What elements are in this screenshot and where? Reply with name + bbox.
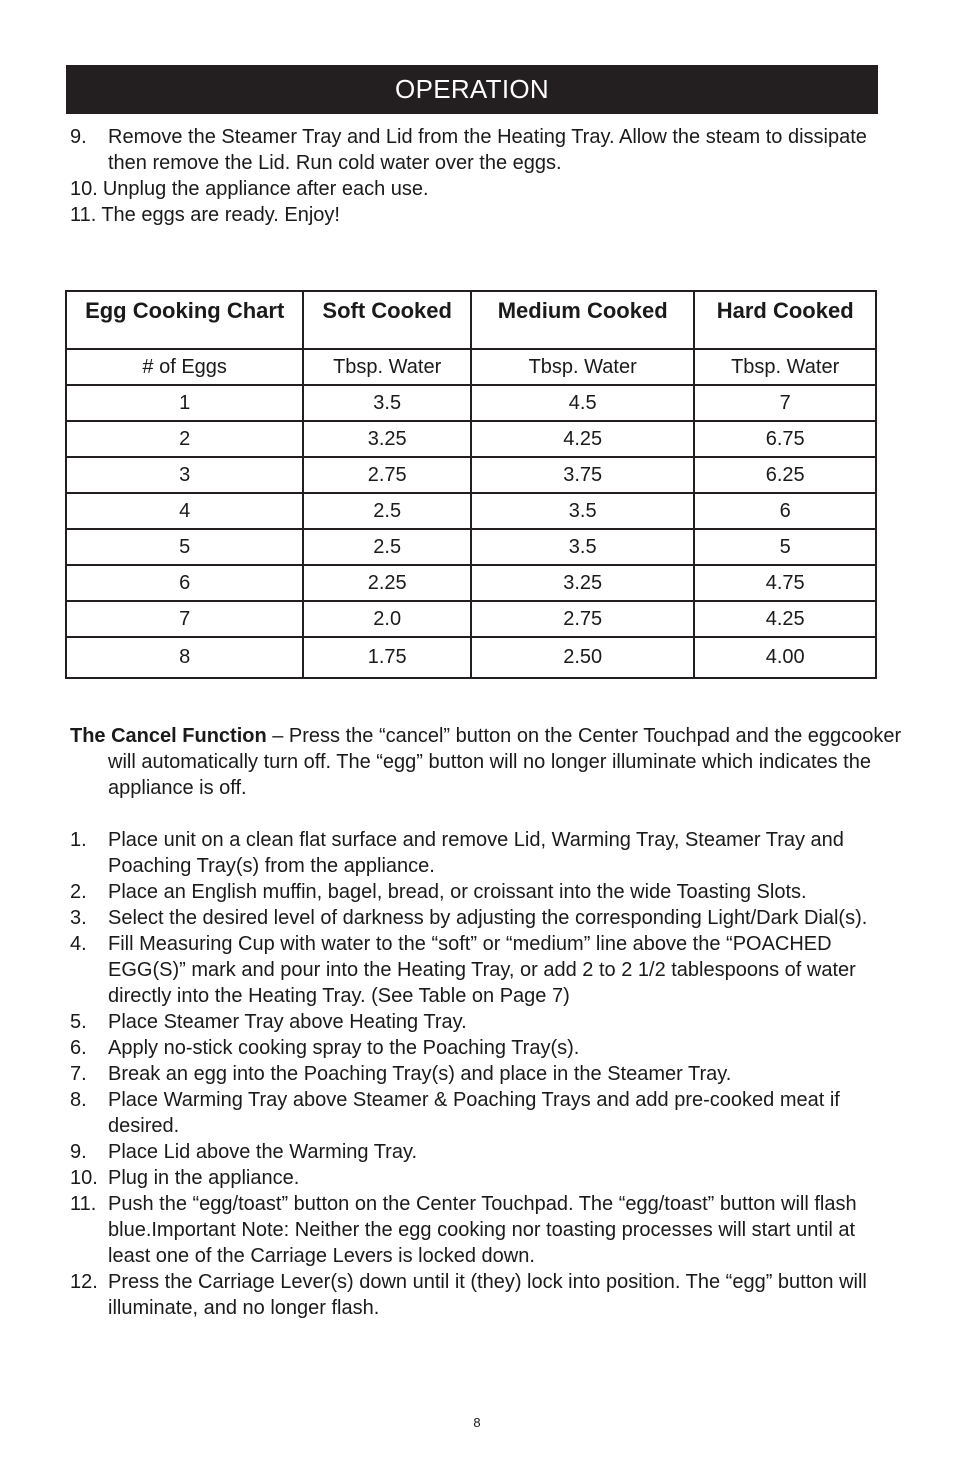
table-cell: 7 (694, 385, 876, 421)
list-item (70, 905, 876, 931)
table-cell: 2.50 (471, 637, 694, 678)
table-cell: 4 (66, 493, 303, 529)
column-header: Medium Cooked (471, 291, 694, 349)
step-text: Unplug the appliance after each use. (102, 178, 429, 200)
cancel-function-paragraph (70, 723, 914, 801)
table-cell: 4.5 (471, 385, 694, 421)
section-title: OPERATION (395, 74, 549, 104)
step-text: Apply no-stick cooking spray to the Poaching Tray(s). (108, 1037, 580, 1059)
table-cell: 4.25 (694, 601, 876, 637)
step-number: 3. (70, 907, 87, 929)
table-row (66, 493, 876, 529)
list-item (70, 124, 870, 176)
step-number: 10. (70, 178, 98, 200)
step-number: 8. (70, 1089, 87, 1111)
step-text: Place an English muffin, bagel, bread, or croissant into the wide Toasting Slots. (108, 881, 807, 903)
table-cell: 8 (66, 637, 303, 678)
table-row (66, 385, 876, 421)
step-text: Place Steamer Tray above Heating Tray. (108, 1011, 467, 1033)
step-number: 7. (70, 1063, 87, 1085)
step-number: 1. (70, 829, 87, 851)
list-item (70, 931, 876, 1009)
list-item (70, 827, 876, 879)
table-cell: 3.25 (303, 421, 471, 457)
list-item (70, 176, 870, 202)
list-item (70, 202, 870, 228)
step-number: 9. (70, 1141, 87, 1163)
table-cell: 3.5 (303, 385, 471, 421)
table-cell: 7 (66, 601, 303, 637)
table-row (66, 421, 876, 457)
step-number: 11. (70, 1193, 97, 1215)
intro-steps-list (70, 124, 870, 228)
table-cell: 6 (66, 565, 303, 601)
table-cell: 6.75 (694, 421, 876, 457)
table-cell: Tbsp. Water (694, 349, 876, 385)
instruction-steps-list (70, 827, 876, 1321)
table-row (66, 565, 876, 601)
list-item (70, 1009, 876, 1035)
table-cell: 3.5 (471, 493, 694, 529)
table-cell: 6 (694, 493, 876, 529)
column-header: Egg Cooking Chart (66, 291, 303, 349)
section-header (66, 65, 878, 114)
step-number: 11. (70, 204, 97, 226)
list-item (70, 1269, 876, 1321)
step-number: 10. (70, 1167, 98, 1189)
list-item (70, 1139, 876, 1165)
list-item (70, 879, 876, 905)
column-header: Soft Cooked (303, 291, 471, 349)
table-cell: Tbsp. Water (303, 349, 471, 385)
step-text: The eggs are ready. Enjoy! (101, 204, 340, 226)
table-cell: # of Eggs (66, 349, 303, 385)
list-item (70, 1087, 876, 1139)
table-cell: Tbsp. Water (471, 349, 694, 385)
table-cell: 3.75 (471, 457, 694, 493)
step-number: 4. (70, 933, 87, 955)
step-number: 12. (70, 1271, 98, 1293)
table-row (66, 529, 876, 565)
step-text: Plug in the appliance. (108, 1167, 300, 1189)
table-cell: 1.75 (303, 637, 471, 678)
step-text: Place Warming Tray above Steamer & Poaching Trays and add pre-cooked meat if desired. (108, 1089, 840, 1137)
step-text: Place Lid above the Warming Tray. (108, 1141, 418, 1163)
step-number: 6. (70, 1037, 87, 1059)
step-number: 2. (70, 881, 87, 903)
table-cell: 2.75 (303, 457, 471, 493)
table-cell: 2.75 (471, 601, 694, 637)
table-cell: 3.5 (471, 529, 694, 565)
table-cell: 4.25 (471, 421, 694, 457)
table-cell: 2.25 (303, 565, 471, 601)
table-cell: 2.0 (303, 601, 471, 637)
table-cell: 4.00 (694, 637, 876, 678)
cancel-function-text: – Press the “cancel” button on the Center Touchpad and the eggcooker will automatically turn off. The “egg” button will no longer illuminate which indicates the appliance is off. (108, 725, 902, 799)
table-row (66, 637, 876, 678)
table-cell: 2.5 (303, 493, 471, 529)
step-text: Press the Carriage Lever(s) down until it (they) lock into position. The “egg” button will illuminate, and no longer flash. (108, 1271, 867, 1319)
step-text: Fill Measuring Cup with water to the “soft” or “medium” line above the “POACHED EGG(S)” mark and pour into the Heating Tray, or add 2 to 2 1/2 tablespoons of water directly into the Heating Tray. (See Table on Page 7) (108, 933, 856, 1007)
step-text: Remove the Steamer Tray and Lid from the Heating Tray. Allow the steam to dissipate then remove the Lid. Run cold water over the eggs. (108, 126, 867, 174)
table-cell: 5 (694, 529, 876, 565)
table-row (66, 457, 876, 493)
step-number: 5. (70, 1011, 87, 1033)
table-row (66, 601, 876, 637)
list-item (70, 1035, 876, 1061)
egg-cooking-chart (65, 290, 877, 679)
list-item (70, 1061, 876, 1087)
table-cell: 3 (66, 457, 303, 493)
table-cell: 6.25 (694, 457, 876, 493)
list-item (70, 1191, 876, 1269)
step-text: Select the desired level of darkness by adjusting the corresponding Light/Dark Dial(s). (108, 907, 868, 929)
step-text: Break an egg into the Poaching Tray(s) and place in the Steamer Tray. (108, 1063, 732, 1085)
page-number: 8 (473, 1415, 481, 1430)
step-text: Push the “egg/toast” button on the Center Touchpad. The “egg/toast” button will flash blue.Important Note: Neither the egg cooking nor toasting processes will start until at least one of the Carriage Levers is locked down. (108, 1193, 857, 1267)
table-cell: 5 (66, 529, 303, 565)
column-header: Hard Cooked (694, 291, 876, 349)
table-header-row (66, 291, 876, 349)
table-cell: 3.25 (471, 565, 694, 601)
step-text: Place unit on a clean flat surface and remove Lid, Warming Tray, Steamer Tray and Poaching Tray(s) from the appliance. (108, 829, 844, 877)
table-cell: 1 (66, 385, 303, 421)
table-cell: 2.5 (303, 529, 471, 565)
list-item (70, 1165, 876, 1191)
table-subheader-row (66, 349, 876, 385)
table-cell: 2 (66, 421, 303, 457)
cancel-function-title: The Cancel Function (70, 725, 267, 747)
step-number: 9. (70, 126, 87, 148)
table-cell: 4.75 (694, 565, 876, 601)
